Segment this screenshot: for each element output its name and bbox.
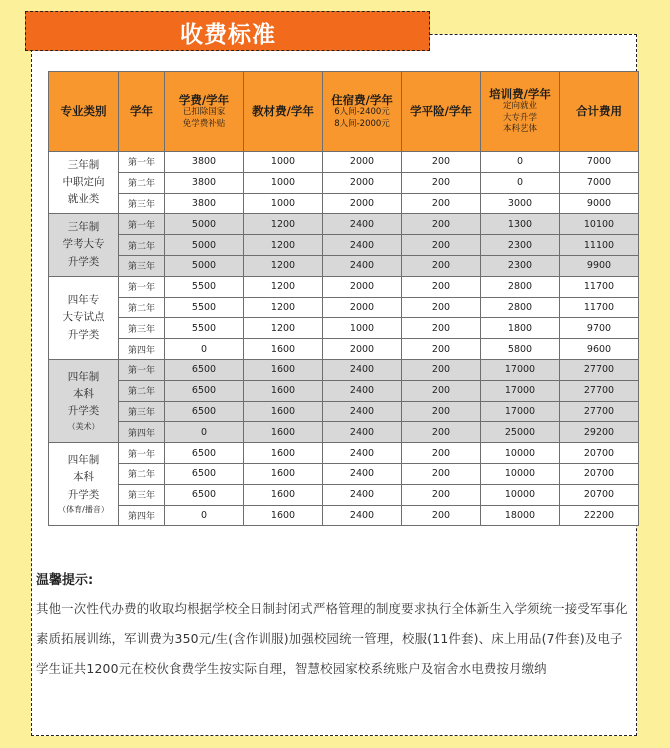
fee-cell: 1600	[244, 359, 323, 380]
header-cell: 学年	[119, 72, 165, 152]
fee-cell: 200	[402, 463, 481, 484]
fee-cell: 1300	[481, 214, 560, 235]
table-row	[49, 235, 639, 256]
fee-cell: 200	[402, 318, 481, 339]
fee-cell: 1600	[244, 443, 323, 464]
notes-section	[36, 569, 634, 684]
fee-cell: 2400	[323, 359, 402, 380]
year-cell: 第二年	[119, 297, 165, 318]
table-header-row	[49, 72, 639, 152]
fee-cell: 2000	[323, 152, 402, 173]
fee-cell: 2000	[323, 339, 402, 360]
fee-cell: 9700	[560, 318, 639, 339]
fee-cell: 1200	[244, 214, 323, 235]
fee-cell: 200	[402, 505, 481, 526]
year-cell: 第一年	[119, 214, 165, 235]
fee-cell: 9000	[560, 193, 639, 214]
fee-cell: 1600	[244, 401, 323, 422]
year-cell: 第三年	[119, 193, 165, 214]
fee-cell: 1600	[244, 380, 323, 401]
header-cell: 培训费/学年 定向就业 大专升学 本科艺体	[481, 72, 560, 152]
fee-cell: 2400	[323, 255, 402, 276]
fee-cell: 0	[165, 422, 244, 443]
table-row	[49, 172, 639, 193]
fee-cell: 2400	[323, 422, 402, 443]
fee-cell: 3800	[165, 193, 244, 214]
fee-cell: 0	[165, 339, 244, 360]
fee-cell: 6500	[165, 443, 244, 464]
table-row	[49, 463, 639, 484]
fee-cell: 2800	[481, 276, 560, 297]
fee-cell: 200	[402, 172, 481, 193]
header-cell: 合计费用	[560, 72, 639, 152]
fee-cell: 1600	[244, 422, 323, 443]
header-cell: 专业类别	[49, 72, 119, 152]
fee-cell: 2400	[323, 505, 402, 526]
fee-cell: 5500	[165, 318, 244, 339]
title-banner	[25, 11, 430, 51]
fee-cell: 6500	[165, 463, 244, 484]
year-cell: 第一年	[119, 152, 165, 173]
fee-cell: 20700	[560, 484, 639, 505]
table-row	[49, 214, 639, 235]
header-cell: 学费/学年 已扣除国家 免学费补贴	[165, 72, 244, 152]
fee-cell: 2400	[323, 463, 402, 484]
fee-cell: 20700	[560, 443, 639, 464]
fee-cell: 1600	[244, 463, 323, 484]
fee-cell: 11700	[560, 276, 639, 297]
fee-cell: 1600	[244, 339, 323, 360]
fee-cell: 200	[402, 235, 481, 256]
year-cell: 第二年	[119, 172, 165, 193]
table-row	[49, 443, 639, 464]
fee-cell: 9900	[560, 255, 639, 276]
fee-cell: 200	[402, 380, 481, 401]
year-cell: 第四年	[119, 339, 165, 360]
fee-cell: 10000	[481, 463, 560, 484]
fee-cell: 3800	[165, 172, 244, 193]
fee-cell: 2000	[323, 276, 402, 297]
page-title: 收费标准	[180, 22, 276, 48]
fee-cell: 2800	[481, 297, 560, 318]
year-cell: 第一年	[119, 359, 165, 380]
fee-cell: 6500	[165, 401, 244, 422]
notes-title: 温馨提示:	[36, 573, 94, 588]
table-row	[49, 318, 639, 339]
year-cell: 第二年	[119, 380, 165, 401]
fee-cell: 200	[402, 193, 481, 214]
category-cell: 四年专 大专试点 升学类	[49, 276, 119, 359]
fee-table	[48, 71, 639, 526]
fee-cell: 11700	[560, 297, 639, 318]
fee-cell: 5000	[165, 214, 244, 235]
fee-cell: 0	[481, 152, 560, 173]
fee-cell: 2400	[323, 484, 402, 505]
fee-cell: 200	[402, 276, 481, 297]
fee-cell: 1200	[244, 318, 323, 339]
fee-cell: 0	[481, 172, 560, 193]
table-row	[49, 422, 639, 443]
fee-cell: 1200	[244, 276, 323, 297]
fee-cell: 5000	[165, 255, 244, 276]
fee-cell: 2300	[481, 255, 560, 276]
fee-cell: 10000	[481, 484, 560, 505]
category-cell: 四年制 本科 升学类 （体育/播音）	[49, 443, 119, 526]
fee-cell: 5800	[481, 339, 560, 360]
table-row	[49, 401, 639, 422]
fee-cell: 27700	[560, 380, 639, 401]
fee-cell: 200	[402, 359, 481, 380]
fee-cell: 1200	[244, 297, 323, 318]
fee-cell: 200	[402, 484, 481, 505]
fee-cell: 9600	[560, 339, 639, 360]
year-cell: 第二年	[119, 463, 165, 484]
fee-cell: 5000	[165, 235, 244, 256]
fee-cell: 27700	[560, 401, 639, 422]
notes-body: 其他一次性代办费的收取均根据学校全日制封闭式严格管理的制度要求执行全体新生入学须统一接受军事化素质拓展训练，军训费为350元/生(含作训服)加强校园统一管理，校服(11件套)、床上用品(7件套)及电子学生证共1200元在校伙食费学生按实际自理，智慧校园家校系统账户及宿舍水电费按月缴纳	[36, 601, 628, 676]
fee-cell: 17000	[481, 401, 560, 422]
header-cell: 教材费/学年	[244, 72, 323, 152]
fee-cell: 1200	[244, 235, 323, 256]
year-cell: 第四年	[119, 505, 165, 526]
table-row	[49, 255, 639, 276]
fee-cell: 1600	[244, 505, 323, 526]
fee-cell: 2400	[323, 443, 402, 464]
fee-cell: 2400	[323, 235, 402, 256]
fee-cell: 6500	[165, 359, 244, 380]
fee-cell: 1200	[244, 255, 323, 276]
fee-cell: 5500	[165, 276, 244, 297]
fee-cell: 0	[165, 505, 244, 526]
fee-cell: 22200	[560, 505, 639, 526]
fee-cell: 1000	[244, 172, 323, 193]
fee-cell: 1800	[481, 318, 560, 339]
table-row	[49, 339, 639, 360]
fee-cell: 27700	[560, 359, 639, 380]
table-row	[49, 505, 639, 526]
fee-cell: 2000	[323, 297, 402, 318]
fee-cell: 200	[402, 443, 481, 464]
table-row	[49, 380, 639, 401]
fee-cell: 10000	[481, 443, 560, 464]
year-cell: 第三年	[119, 255, 165, 276]
fee-cell: 2000	[323, 193, 402, 214]
header-cell: 学平险/学年	[402, 72, 481, 152]
year-cell: 第四年	[119, 422, 165, 443]
fee-cell: 200	[402, 214, 481, 235]
fee-cell: 7000	[560, 172, 639, 193]
fee-cell: 200	[402, 422, 481, 443]
year-cell: 第一年	[119, 443, 165, 464]
fee-table-body	[49, 152, 639, 526]
fee-cell: 2400	[323, 214, 402, 235]
fee-cell: 3800	[165, 152, 244, 173]
year-cell: 第三年	[119, 401, 165, 422]
fee-cell: 1000	[323, 318, 402, 339]
fee-cell: 2400	[323, 401, 402, 422]
table-row	[49, 359, 639, 380]
fee-cell: 200	[402, 401, 481, 422]
fee-cell: 25000	[481, 422, 560, 443]
year-cell: 第一年	[119, 276, 165, 297]
fee-cell: 200	[402, 339, 481, 360]
fee-cell: 1000	[244, 193, 323, 214]
fee-cell: 6500	[165, 380, 244, 401]
table-row	[49, 193, 639, 214]
fee-cell: 20700	[560, 463, 639, 484]
fee-cell: 200	[402, 255, 481, 276]
fee-cell: 10100	[560, 214, 639, 235]
fee-cell: 6500	[165, 484, 244, 505]
table-row	[49, 297, 639, 318]
fee-cell: 2400	[323, 380, 402, 401]
year-cell: 第三年	[119, 484, 165, 505]
header-cell: 住宿费/学年 6人间-2400元 8人间-2000元	[323, 72, 402, 152]
year-cell: 第三年	[119, 318, 165, 339]
fee-cell: 2300	[481, 235, 560, 256]
fee-cell: 17000	[481, 380, 560, 401]
table-row	[49, 152, 639, 173]
category-cell: 三年制 学考大专 升学类	[49, 214, 119, 276]
fee-cell: 17000	[481, 359, 560, 380]
fee-cell: 5500	[165, 297, 244, 318]
fee-cell: 18000	[481, 505, 560, 526]
category-cell: 四年制 本科 升学类 （美术）	[49, 359, 119, 442]
year-cell: 第二年	[119, 235, 165, 256]
fee-cell: 2000	[323, 172, 402, 193]
fee-cell: 1600	[244, 484, 323, 505]
fee-cell: 200	[402, 297, 481, 318]
fee-cell: 7000	[560, 152, 639, 173]
fee-cell: 11100	[560, 235, 639, 256]
fee-cell: 3000	[481, 193, 560, 214]
category-cell: 三年制 中职定向 就业类	[49, 152, 119, 214]
fee-cell: 1000	[244, 152, 323, 173]
fee-cell: 200	[402, 152, 481, 173]
table-row	[49, 276, 639, 297]
table-row	[49, 484, 639, 505]
fee-cell: 29200	[560, 422, 639, 443]
